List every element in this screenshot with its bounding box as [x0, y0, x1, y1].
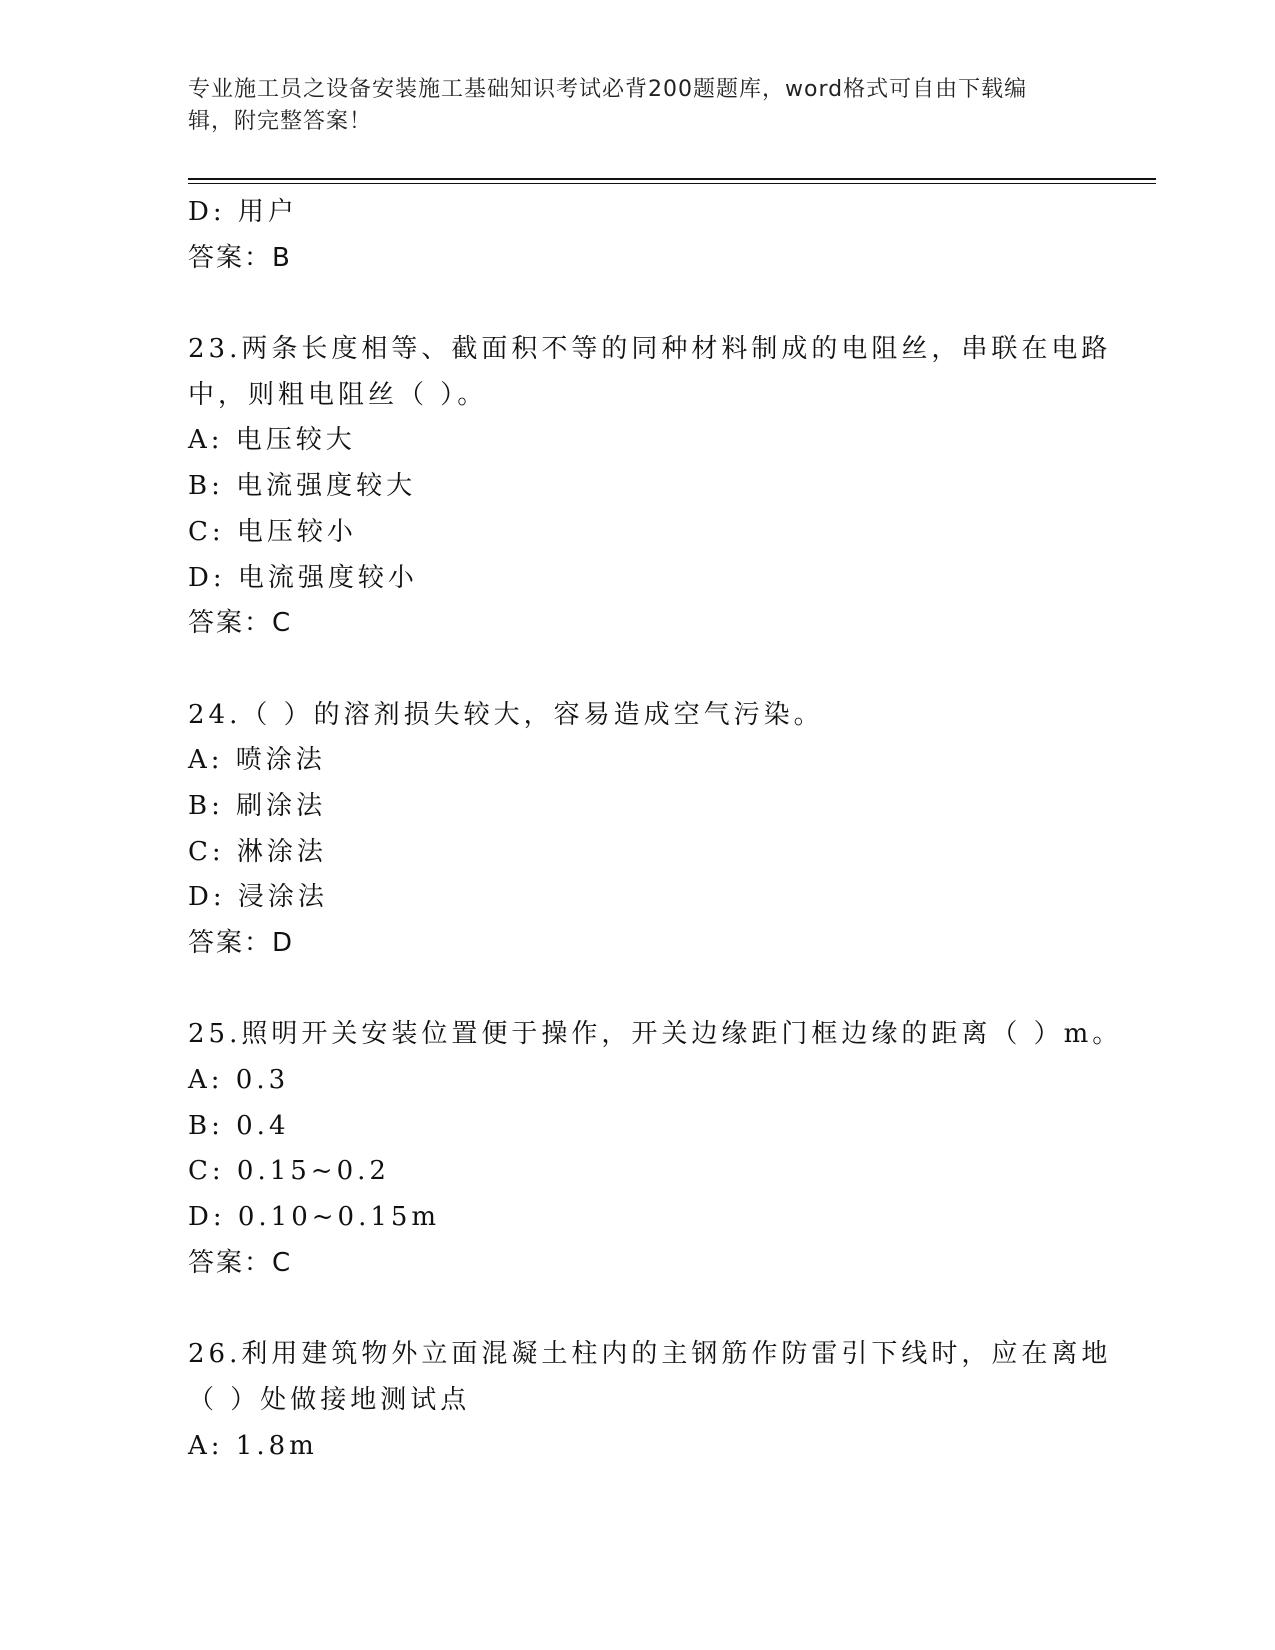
option-b: B: 0.4: [188, 1110, 290, 1141]
option-b: B: 刷涂法: [188, 790, 327, 821]
option-b: B: 电流强度较大: [188, 471, 417, 502]
answer: 答案：C: [188, 608, 293, 639]
option-d: D: 0.10~0.15m: [188, 1202, 441, 1233]
option-a: A: 1.8m: [188, 1430, 318, 1461]
option-d: D: 电流强度较小: [188, 562, 418, 593]
question-25: [188, 1012, 1123, 1286]
answer: 答案：C: [188, 1247, 293, 1278]
question-stem: 23.两条长度相等、截面积不等的同种材料制成的电阻丝，串联在电路: [188, 334, 1112, 365]
question-stem: 25.照明开关安装位置便于操作，开关边缘距门框边缘的距离（ ）m。: [188, 1019, 1123, 1050]
question-stem: 26.利用建筑物外立面混凝土柱内的主钢筋作防雷引下线时，应在离地: [188, 1339, 1112, 1370]
document-title: 专业施工员之设备安装施工基础知识考试必背200题题库，word格式可自由下载编辑，附完整答案！: [188, 77, 1028, 134]
spacer: [188, 1287, 1088, 1333]
option-c: C: 电压较小: [188, 516, 357, 547]
option-a: A: 0.3: [188, 1065, 290, 1096]
document-header: [188, 74, 1068, 138]
header-divider-thin: [188, 183, 1156, 184]
option-a: A: 电压较大: [188, 425, 356, 456]
option-c: C: 淋涂法: [188, 836, 327, 867]
question-stem-continued: （ ）处做接地测试点: [188, 1384, 471, 1415]
answer: 答案：D: [188, 928, 295, 958]
spacer: [188, 967, 1088, 1013]
question-23: [188, 327, 1112, 647]
option-a: A: 喷涂法: [188, 745, 326, 776]
header-divider-thick: [188, 178, 1156, 180]
option-d: D: 用户: [188, 197, 298, 227]
option-d: D: 浸涂法: [188, 882, 328, 913]
answer: 答案：B: [188, 242, 292, 273]
spacer: [188, 281, 1088, 327]
question-list: [188, 190, 1123, 1469]
question-26: [188, 1332, 1112, 1469]
question-stem-continued: 中，则粗电阻丝（ ）。: [188, 379, 488, 410]
question-stem: 24.（ ）的溶剂损失较大，容易造成空气污染。: [188, 699, 824, 730]
question-24: [188, 693, 1088, 967]
option-c: C: 0.15~0.2: [188, 1156, 390, 1187]
spacer: [188, 647, 1088, 693]
